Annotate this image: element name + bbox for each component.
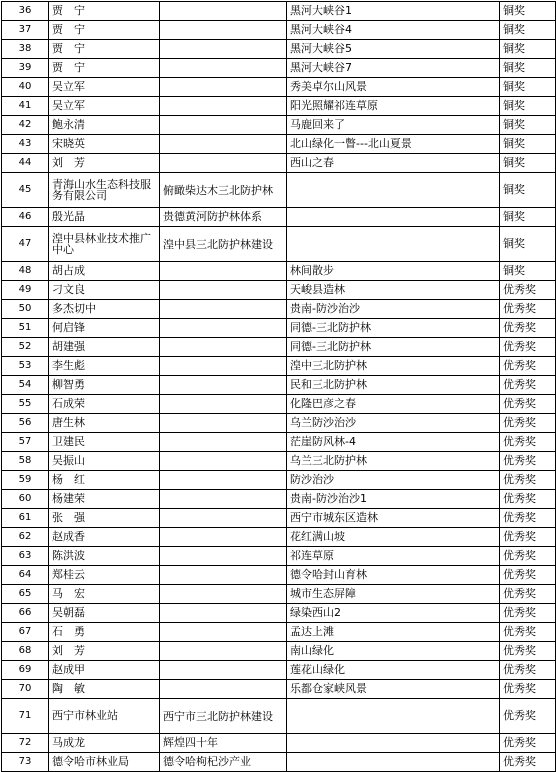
- award-level-cell: 优秀奖: [500, 699, 556, 734]
- entry-title-cell: [160, 281, 287, 300]
- winner-name-cell: 多杰切中: [49, 300, 160, 319]
- entry-title-cell: [160, 319, 287, 338]
- entry-title-cell: [160, 300, 287, 319]
- work-title-cell: 贵南-防沙治沙1: [287, 490, 500, 509]
- row-number-cell: 41: [2, 97, 49, 116]
- entry-title-cell: [160, 452, 287, 471]
- entry-title-cell: [160, 262, 287, 281]
- work-title-cell: [287, 173, 500, 208]
- entry-title-cell: [160, 566, 287, 585]
- entry-title-cell: 德令哈枸杞沙产业: [160, 753, 287, 772]
- award-level-cell: 优秀奖: [500, 547, 556, 566]
- entry-title-cell: [160, 116, 287, 135]
- row-number-cell: 47: [2, 227, 49, 262]
- table-row: [2, 509, 556, 528]
- award-level-cell: 优秀奖: [500, 566, 556, 585]
- row-number-cell: 64: [2, 566, 49, 585]
- award-level-cell: 铜奖: [500, 78, 556, 97]
- award-level-cell: 优秀奖: [500, 471, 556, 490]
- row-number-cell: 54: [2, 376, 49, 395]
- winner-name-cell: 张 强: [49, 509, 160, 528]
- row-number-cell: 70: [2, 680, 49, 699]
- work-title-cell: 黑河大峡谷7: [287, 59, 500, 78]
- work-title-cell: 绿染西山2: [287, 604, 500, 623]
- work-title-cell: 湟中三北防护林: [287, 357, 500, 376]
- table-row: [2, 116, 556, 135]
- award-level-cell: 优秀奖: [500, 642, 556, 661]
- award-level-cell: 铜奖: [500, 227, 556, 262]
- table-row: [2, 433, 556, 452]
- row-number-cell: 51: [2, 319, 49, 338]
- winner-name-cell: 柳智勇: [49, 376, 160, 395]
- work-title-cell: 贵南-防沙治沙: [287, 300, 500, 319]
- table-row: [2, 78, 556, 97]
- entry-title-cell: [160, 97, 287, 116]
- award-level-cell: 优秀奖: [500, 433, 556, 452]
- row-number-cell: 59: [2, 471, 49, 490]
- table-row: [2, 471, 556, 490]
- work-title-cell: 马鹿回来了: [287, 116, 500, 135]
- row-number-cell: 72: [2, 734, 49, 753]
- table-row: [2, 680, 556, 699]
- award-level-cell: 优秀奖: [500, 509, 556, 528]
- winner-name-cell: 殷光晶: [49, 208, 160, 227]
- table-row: [2, 452, 556, 471]
- winner-name-cell: 杨 红: [49, 471, 160, 490]
- winner-name-cell: 吴立军: [49, 97, 160, 116]
- table-row: [2, 262, 556, 281]
- entry-title-cell: [160, 547, 287, 566]
- table-row: [2, 547, 556, 566]
- winner-name-cell: 青海山水生态科技服务有限公司: [49, 173, 160, 208]
- winner-name-cell: 李生彪: [49, 357, 160, 376]
- row-number-cell: 42: [2, 116, 49, 135]
- table-row: [2, 414, 556, 433]
- award-level-cell: 优秀奖: [500, 661, 556, 680]
- award-level-cell: 铜奖: [500, 2, 556, 21]
- award-level-cell: 优秀奖: [500, 338, 556, 357]
- row-number-cell: 55: [2, 395, 49, 414]
- entry-title-cell: [160, 661, 287, 680]
- table-row: [2, 227, 556, 262]
- table-row: [2, 281, 556, 300]
- entry-title-cell: [160, 680, 287, 699]
- work-title-cell: 同德-三北防护林: [287, 319, 500, 338]
- winner-name-cell: 鲍永清: [49, 116, 160, 135]
- work-title-cell: 黑河大峡谷4: [287, 21, 500, 40]
- winner-name-cell: 郑桂云: [49, 566, 160, 585]
- work-title-cell: 北山绿化一瞥---北山夏景: [287, 135, 500, 154]
- table-row: [2, 395, 556, 414]
- entry-title-cell: [160, 154, 287, 173]
- award-level-cell: 铜奖: [500, 21, 556, 40]
- award-level-cell: 优秀奖: [500, 490, 556, 509]
- table-row: [2, 173, 556, 208]
- table-row: [2, 300, 556, 319]
- winner-name-cell: 贾 宁: [49, 2, 160, 21]
- work-title-cell: [287, 734, 500, 753]
- table-row: [2, 566, 556, 585]
- award-level-cell: 优秀奖: [500, 300, 556, 319]
- entry-title-cell: 西宁市三北防护林建设: [160, 699, 287, 734]
- table-row: [2, 338, 556, 357]
- award-level-cell: 铜奖: [500, 59, 556, 78]
- row-number-cell: 49: [2, 281, 49, 300]
- award-level-cell: 优秀奖: [500, 680, 556, 699]
- table-row: [2, 376, 556, 395]
- award-level-cell: 优秀奖: [500, 357, 556, 376]
- winner-name-cell: 胡建强: [49, 338, 160, 357]
- entry-title-cell: [160, 2, 287, 21]
- entry-title-cell: [160, 414, 287, 433]
- entry-title-cell: [160, 78, 287, 97]
- row-number-cell: 66: [2, 604, 49, 623]
- row-number-cell: 57: [2, 433, 49, 452]
- award-level-cell: 优秀奖: [500, 753, 556, 772]
- table-row: [2, 208, 556, 227]
- entry-title-cell: [160, 509, 287, 528]
- row-number-cell: 40: [2, 78, 49, 97]
- table-row: [2, 753, 556, 772]
- work-title-cell: 莲花山绿化: [287, 661, 500, 680]
- row-number-cell: 67: [2, 623, 49, 642]
- work-title-cell: [287, 208, 500, 227]
- row-number-cell: 62: [2, 528, 49, 547]
- winner-name-cell: 贾 宁: [49, 59, 160, 78]
- row-number-cell: 68: [2, 642, 49, 661]
- entry-title-cell: [160, 59, 287, 78]
- award-level-cell: 铜奖: [500, 262, 556, 281]
- work-title-cell: 西山之春: [287, 154, 500, 173]
- table-row: [2, 319, 556, 338]
- table-row: [2, 97, 556, 116]
- work-title-cell: [287, 699, 500, 734]
- entry-title-cell: [160, 433, 287, 452]
- entry-title-cell: [160, 376, 287, 395]
- work-title-cell: 南山绿化: [287, 642, 500, 661]
- table-row: [2, 135, 556, 154]
- winner-name-cell: 吴朝磊: [49, 604, 160, 623]
- row-number-cell: 73: [2, 753, 49, 772]
- winner-name-cell: 胡占成: [49, 262, 160, 281]
- work-title-cell: 乌兰防沙治沙: [287, 414, 500, 433]
- entry-title-cell: 俯瞰柴达木三北防护林: [160, 173, 287, 208]
- work-title-cell: 林间散步: [287, 262, 500, 281]
- winner-name-cell: 卫建民: [49, 433, 160, 452]
- award-level-cell: 优秀奖: [500, 376, 556, 395]
- award-table-body: [2, 2, 556, 772]
- entry-title-cell: [160, 604, 287, 623]
- winner-name-cell: 何启锋: [49, 319, 160, 338]
- work-title-cell: 秀美卓尔山风景: [287, 78, 500, 97]
- row-number-cell: 38: [2, 40, 49, 59]
- work-title-cell: [287, 753, 500, 772]
- winner-name-cell: 石 勇: [49, 623, 160, 642]
- award-level-cell: 铜奖: [500, 40, 556, 59]
- work-title-cell: 化隆巴彦之春: [287, 395, 500, 414]
- row-number-cell: 37: [2, 21, 49, 40]
- row-number-cell: 53: [2, 357, 49, 376]
- row-number-cell: 71: [2, 699, 49, 734]
- work-title-cell: 黑河大峡谷1: [287, 2, 500, 21]
- table-row: [2, 604, 556, 623]
- winner-name-cell: 石成荣: [49, 395, 160, 414]
- entry-title-cell: 湟中县三北防护林建设: [160, 227, 287, 262]
- winner-name-cell: 马成龙: [49, 734, 160, 753]
- work-title-cell: 乌兰三北防护林: [287, 452, 500, 471]
- row-number-cell: 61: [2, 509, 49, 528]
- table-row: [2, 59, 556, 78]
- work-title-cell: 西宁市城东区造林: [287, 509, 500, 528]
- award-level-cell: 铜奖: [500, 208, 556, 227]
- entry-title-cell: [160, 40, 287, 59]
- award-level-cell: 优秀奖: [500, 395, 556, 414]
- winner-name-cell: 赵成香: [49, 528, 160, 547]
- table-row: [2, 21, 556, 40]
- work-title-cell: 花红满山坡: [287, 528, 500, 547]
- row-number-cell: 52: [2, 338, 49, 357]
- work-title-cell: 城市生态屏障: [287, 585, 500, 604]
- row-number-cell: 60: [2, 490, 49, 509]
- work-title-cell: 天峻县造林: [287, 281, 500, 300]
- row-number-cell: 63: [2, 547, 49, 566]
- table-row: [2, 642, 556, 661]
- award-table: [1, 1, 556, 772]
- work-title-cell: 茫崖防风林-4: [287, 433, 500, 452]
- table-row: [2, 40, 556, 59]
- winner-name-cell: 马 宏: [49, 585, 160, 604]
- winner-name-cell: 唐生林: [49, 414, 160, 433]
- entry-title-cell: [160, 338, 287, 357]
- entry-title-cell: [160, 623, 287, 642]
- work-title-cell: 阳光照耀祁连草原: [287, 97, 500, 116]
- entry-title-cell: 辉煌四十年: [160, 734, 287, 753]
- award-level-cell: 优秀奖: [500, 585, 556, 604]
- entry-title-cell: [160, 21, 287, 40]
- entry-title-cell: [160, 490, 287, 509]
- winner-name-cell: 吴立军: [49, 78, 160, 97]
- winner-name-cell: 陈洪波: [49, 547, 160, 566]
- table-row: [2, 661, 556, 680]
- table-row: [2, 699, 556, 734]
- winner-name-cell: 西宁市林业站: [49, 699, 160, 734]
- winner-name-cell: 吴振山: [49, 452, 160, 471]
- entry-title-cell: [160, 395, 287, 414]
- award-level-cell: 铜奖: [500, 154, 556, 173]
- winner-name-cell: 刘 芳: [49, 154, 160, 173]
- row-number-cell: 36: [2, 2, 49, 21]
- work-title-cell: 孟达上滩: [287, 623, 500, 642]
- row-number-cell: 48: [2, 262, 49, 281]
- work-title-cell: 民和三北防护林: [287, 376, 500, 395]
- award-level-cell: 优秀奖: [500, 528, 556, 547]
- row-number-cell: 39: [2, 59, 49, 78]
- table-row: [2, 528, 556, 547]
- winner-name-cell: 宋晓英: [49, 135, 160, 154]
- entry-title-cell: [160, 471, 287, 490]
- table-row: [2, 357, 556, 376]
- award-level-cell: 铜奖: [500, 173, 556, 208]
- row-number-cell: 46: [2, 208, 49, 227]
- entry-title-cell: [160, 135, 287, 154]
- row-number-cell: 43: [2, 135, 49, 154]
- work-title-cell: 防沙治沙: [287, 471, 500, 490]
- work-title-cell: 黑河大峡谷5: [287, 40, 500, 59]
- entry-title-cell: [160, 357, 287, 376]
- award-level-cell: 优秀奖: [500, 281, 556, 300]
- winner-name-cell: 湟中县林业技术推广中心: [49, 227, 160, 262]
- entry-title-cell: [160, 585, 287, 604]
- row-number-cell: 69: [2, 661, 49, 680]
- winner-name-cell: 杨建荣: [49, 490, 160, 509]
- work-title-cell: 同德-三北防护林: [287, 338, 500, 357]
- row-number-cell: 44: [2, 154, 49, 173]
- award-level-cell: 铜奖: [500, 97, 556, 116]
- row-number-cell: 58: [2, 452, 49, 471]
- work-title-cell: 祁连草原: [287, 547, 500, 566]
- winner-name-cell: 刁文良: [49, 281, 160, 300]
- work-title-cell: [287, 227, 500, 262]
- winner-name-cell: 赵成甲: [49, 661, 160, 680]
- work-title-cell: 乐都仓家峡风景: [287, 680, 500, 699]
- row-number-cell: 45: [2, 173, 49, 208]
- award-level-cell: 优秀奖: [500, 604, 556, 623]
- row-number-cell: 56: [2, 414, 49, 433]
- work-title-cell: 德令哈封山育林: [287, 566, 500, 585]
- winner-name-cell: 德令哈市林业局: [49, 753, 160, 772]
- award-level-cell: 优秀奖: [500, 452, 556, 471]
- winner-name-cell: 贾 宁: [49, 21, 160, 40]
- row-number-cell: 65: [2, 585, 49, 604]
- entry-title-cell: [160, 642, 287, 661]
- entry-title-cell: [160, 528, 287, 547]
- table-row: [2, 490, 556, 509]
- winner-name-cell: 刘 芳: [49, 642, 160, 661]
- table-row: [2, 2, 556, 21]
- award-level-cell: 优秀奖: [500, 414, 556, 433]
- award-level-cell: 铜奖: [500, 135, 556, 154]
- table-row: [2, 585, 556, 604]
- winner-name-cell: 贾 宁: [49, 40, 160, 59]
- winner-name-cell: 陶 敏: [49, 680, 160, 699]
- row-number-cell: 50: [2, 300, 49, 319]
- award-level-cell: 优秀奖: [500, 734, 556, 753]
- table-row: [2, 734, 556, 753]
- table-row: [2, 623, 556, 642]
- entry-title-cell: 贵德黄河防护林体系: [160, 208, 287, 227]
- award-level-cell: 优秀奖: [500, 319, 556, 338]
- award-level-cell: 优秀奖: [500, 623, 556, 642]
- award-level-cell: 铜奖: [500, 116, 556, 135]
- table-row: [2, 154, 556, 173]
